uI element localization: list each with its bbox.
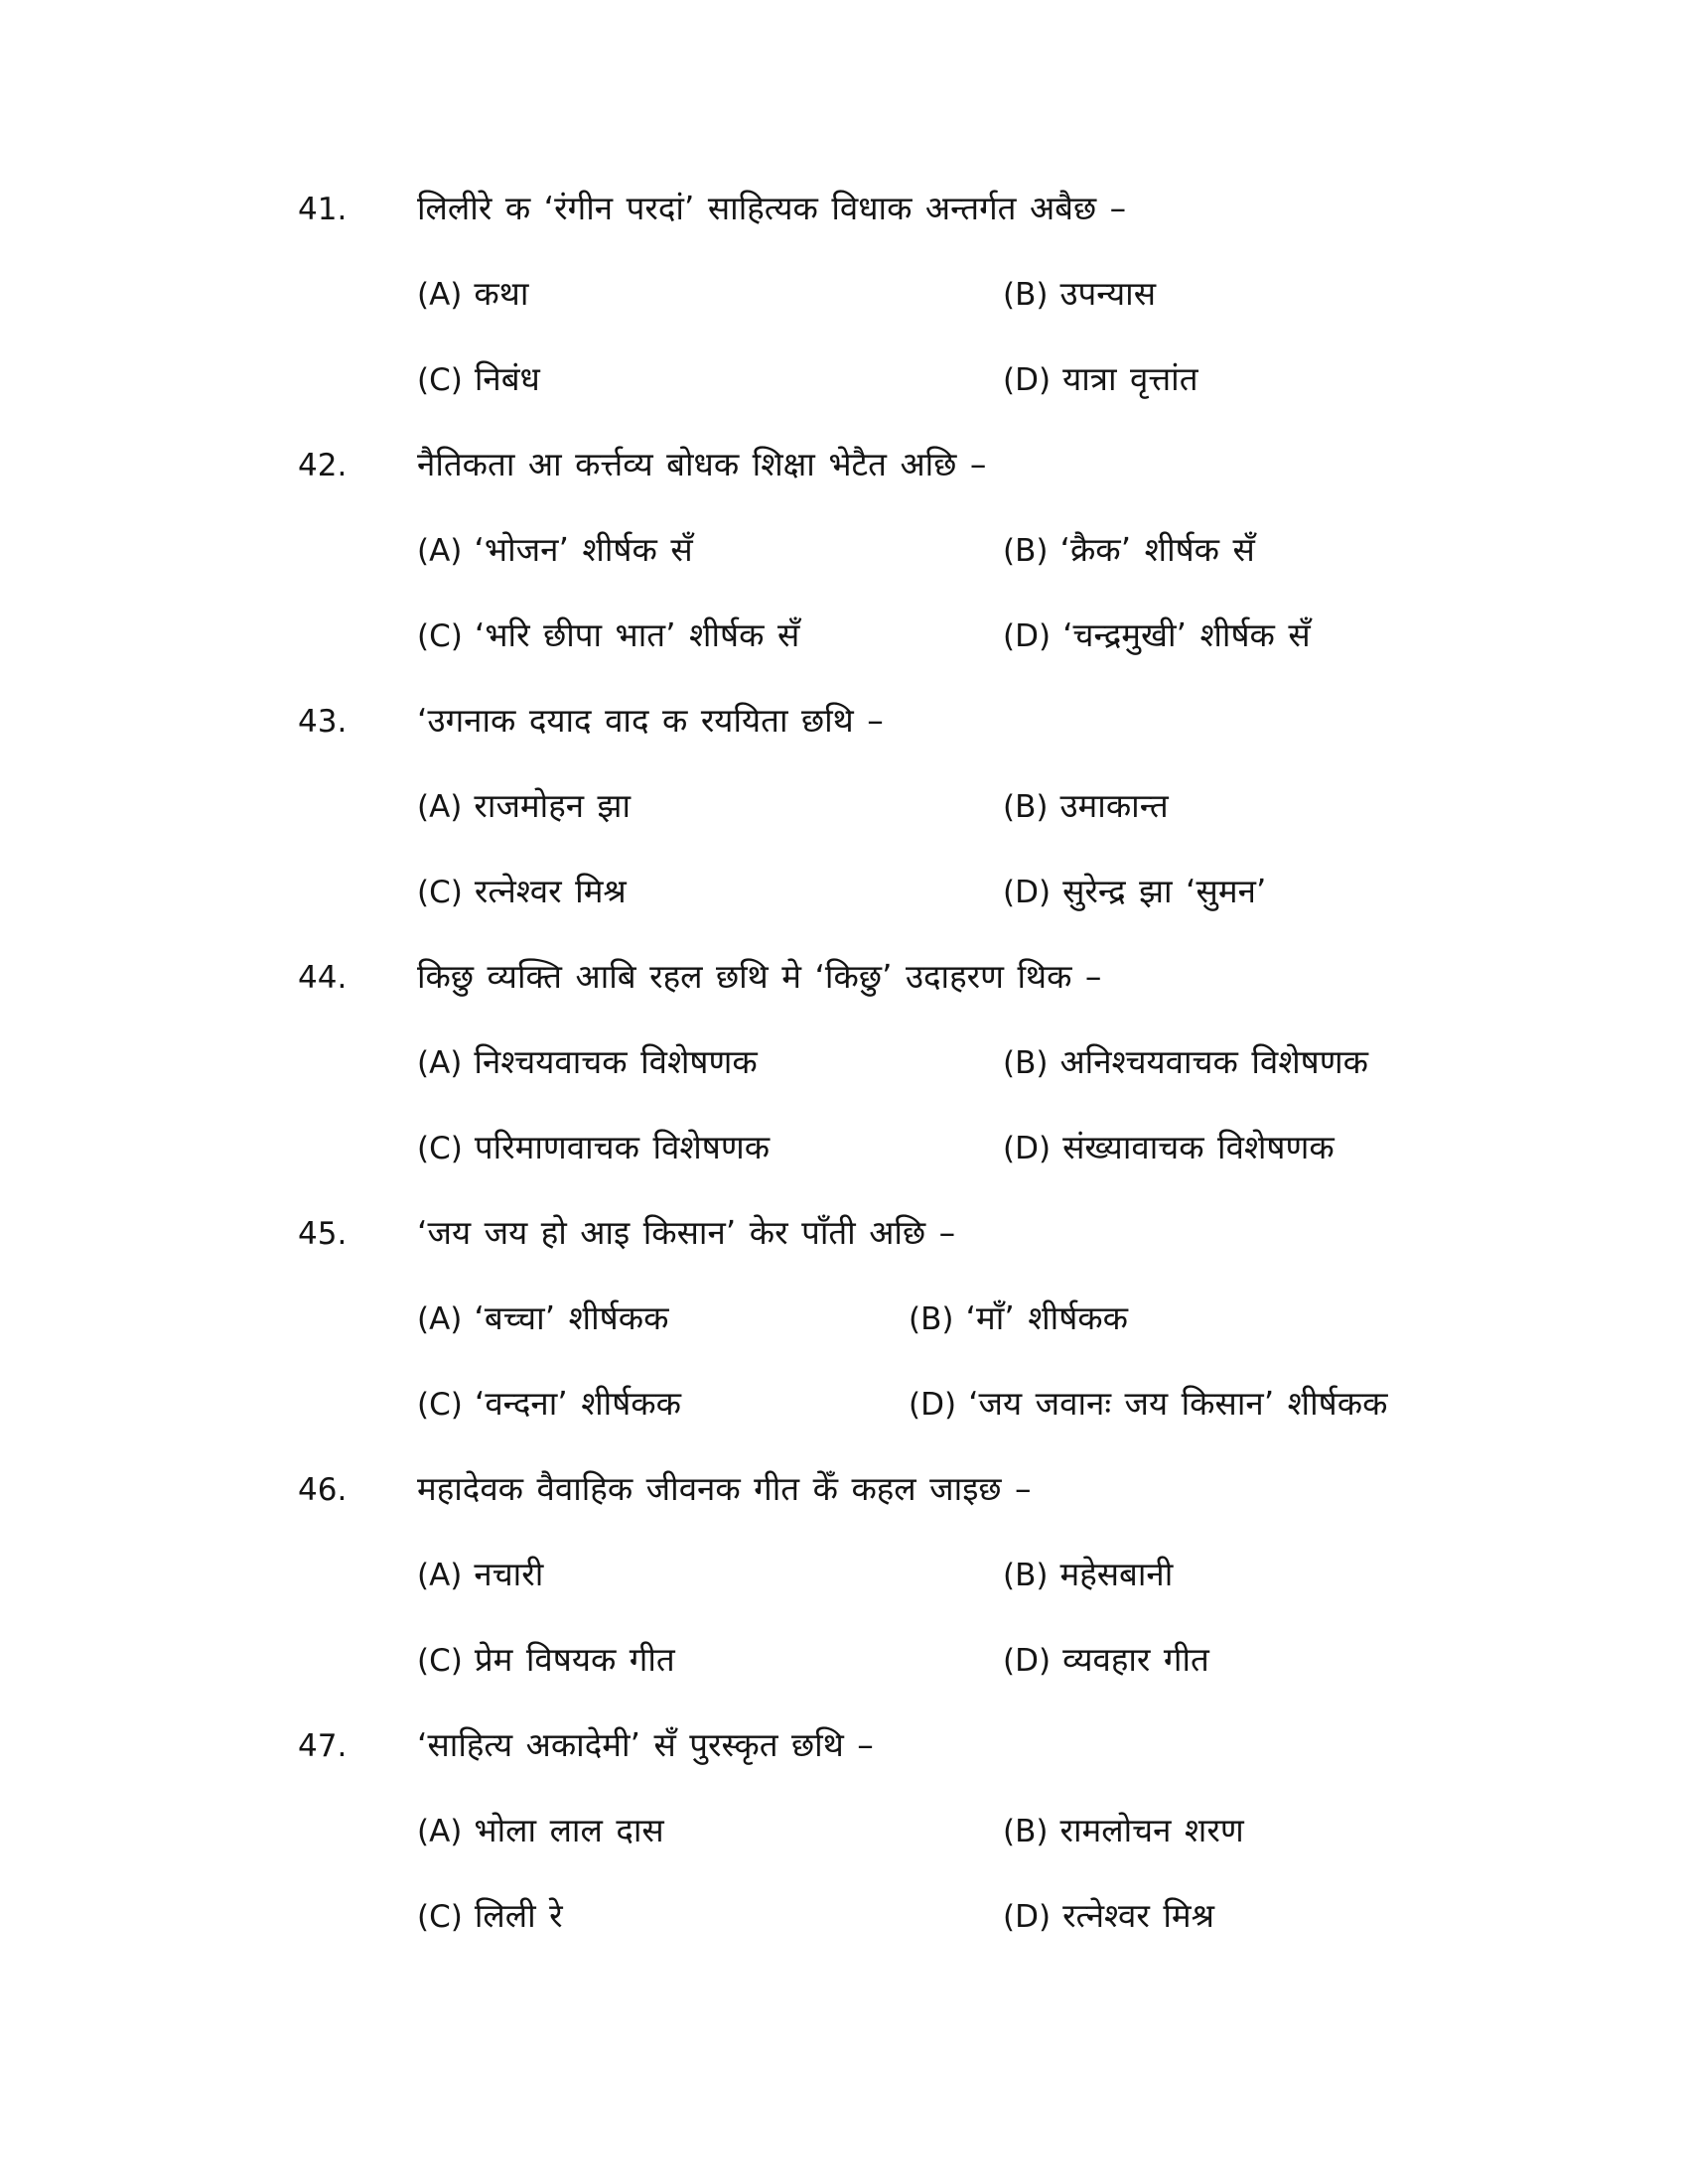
option-text: ‘बच्चा’ शीर्षकक [474, 1298, 669, 1337]
option-label: (B) [909, 1301, 954, 1337]
option-text: ‘माँ’ शीर्षकक [965, 1298, 1128, 1337]
option-c [417, 1128, 1003, 1168]
option-text: उमाकान्त [1059, 786, 1169, 825]
option-text: परिमाणवाचक विशेषणक [474, 1128, 771, 1166]
question-number: 44. [298, 960, 348, 996]
option-label: (C) [417, 1131, 463, 1166]
option-label: (A) [417, 277, 463, 313]
option-d [1003, 615, 1311, 656]
question-number: 43. [298, 704, 348, 740]
option-c [417, 615, 1003, 656]
option-d [909, 1384, 1387, 1425]
option-text: व्यवहार गीत [1062, 1640, 1209, 1679]
option-text: ‘जय जवानः जय किसान’ शीर्षकक [968, 1384, 1388, 1423]
option-label: (C) [417, 1899, 463, 1935]
option-label: (C) [417, 618, 463, 654]
question-number: 47. [298, 1728, 348, 1764]
question-text: किछु व्यक्ति आबि रहल छथि मे ‘किछु’ उदाहरण थिक – [417, 957, 1102, 996]
option-text: लिली रे [474, 1896, 563, 1935]
option-label: (B) [1003, 789, 1049, 825]
option-text: ‘भोजन’ शीर्षक सँ [474, 530, 693, 569]
option-text: प्रेम विषयक गीत [474, 1640, 675, 1679]
option-a [417, 530, 1003, 571]
question-46 [298, 1469, 1519, 1681]
question-47 [298, 1725, 1519, 1937]
option-text: राजमोहन झा [474, 786, 632, 825]
option-label: (C) [417, 875, 463, 910]
option-d [1003, 1640, 1209, 1681]
option-label: (B) [1003, 533, 1049, 569]
option-label: (A) [417, 1045, 463, 1081]
option-text: अनिश्चयवाचक विशेषणक [1059, 1042, 1368, 1081]
option-label: (A) [417, 1301, 463, 1337]
option-text: यात्रा वृत्तांत [1062, 359, 1198, 398]
option-label: (B) [1003, 1045, 1049, 1081]
option-a [417, 274, 1003, 315]
option-c [417, 1896, 1003, 1937]
option-b [1003, 1555, 1173, 1595]
option-text: उपन्यास [1059, 274, 1157, 313]
option-label: (D) [1003, 875, 1052, 910]
option-label: (B) [1003, 1558, 1049, 1593]
option-label: (D) [1003, 618, 1052, 654]
question-text: ‘जय जय हो आइ किसान’ केर पाँती अछि – [417, 1213, 956, 1252]
option-b [1003, 786, 1169, 827]
question-number: 45. [298, 1216, 348, 1252]
question-number: 42. [298, 448, 348, 483]
option-d [1003, 1128, 1335, 1168]
option-c [417, 1384, 909, 1425]
question-text: ‘उगनाक दयाद वाद क रययिता छथि – [417, 701, 884, 740]
option-text: निश्चयवाचक विशेषणक [474, 1042, 758, 1081]
question-45 [298, 1213, 1519, 1425]
question-text: महादेवक वैवाहिक जीवनक गीत केँ कहल जाइछ – [417, 1469, 1032, 1508]
option-label: (A) [417, 1814, 463, 1849]
option-d [1003, 1896, 1214, 1937]
option-text: संख्यावाचक विशेषणक [1062, 1128, 1335, 1166]
option-b [1003, 1042, 1368, 1083]
option-label: (D) [1003, 1899, 1052, 1935]
option-text: महेसबानी [1059, 1555, 1174, 1593]
option-label: (D) [1003, 1643, 1052, 1679]
option-text: सुरेन्द्र झा ‘सुमन’ [1062, 872, 1267, 910]
option-text: रामलोचन शरण [1059, 1811, 1244, 1849]
option-b [1003, 1811, 1244, 1851]
option-text: ‘क्रैक’ शीर्षक सँ [1059, 530, 1255, 569]
option-a [417, 786, 1003, 827]
option-c [417, 359, 1003, 400]
option-text: रत्नेश्वर मिश्र [474, 872, 627, 910]
option-a [417, 1811, 1003, 1851]
option-text: ‘भरि छीपा भात’ शीर्षक सँ [474, 615, 800, 654]
question-number: 41. [298, 192, 348, 227]
option-label: (A) [417, 1558, 463, 1593]
option-text: ‘चन्द्रमुखी’ शीर्षक सँ [1062, 615, 1311, 654]
option-text: ‘वन्दना’ शीर्षकक [474, 1384, 681, 1423]
option-label: (B) [1003, 277, 1049, 313]
option-text: नचारी [474, 1555, 544, 1593]
option-d [1003, 872, 1266, 912]
question-text: लिलीरे क ‘रंगीन परदां’ साहित्यक विधाक अन्तर्गत अबैछ – [417, 189, 1127, 227]
question-text: नैतिकता आ कर्त्तव्य बोधक शिक्षा भेटैत अछि – [417, 445, 987, 483]
option-label: (C) [417, 362, 463, 398]
question-43 [298, 701, 1519, 912]
option-c [417, 872, 1003, 912]
option-d [1003, 359, 1198, 400]
option-label: (B) [1003, 1814, 1049, 1849]
option-label: (C) [417, 1387, 463, 1423]
option-label: (A) [417, 789, 463, 825]
option-a [417, 1042, 1003, 1083]
option-label: (C) [417, 1643, 463, 1679]
option-label: (D) [909, 1387, 957, 1423]
question-42 [298, 445, 1519, 656]
option-text: निबंध [474, 359, 540, 398]
option-b [909, 1298, 1128, 1339]
question-number: 46. [298, 1472, 348, 1508]
option-text: भोला लाल दास [474, 1811, 664, 1849]
option-a [417, 1555, 1003, 1595]
option-a [417, 1298, 909, 1339]
question-41 [298, 189, 1519, 400]
option-label: (D) [1003, 362, 1052, 398]
option-b [1003, 530, 1255, 571]
option-c [417, 1640, 1003, 1681]
option-b [1003, 274, 1156, 315]
option-label: (A) [417, 533, 463, 569]
option-text: कथा [474, 274, 529, 313]
question-text: ‘साहित्य अकादेमी’ सँ पुरस्कृत छथि – [417, 1725, 874, 1764]
question-44 [298, 957, 1519, 1168]
option-text: रत्नेश्वर मिश्र [1062, 1896, 1215, 1935]
option-label: (D) [1003, 1131, 1052, 1166]
